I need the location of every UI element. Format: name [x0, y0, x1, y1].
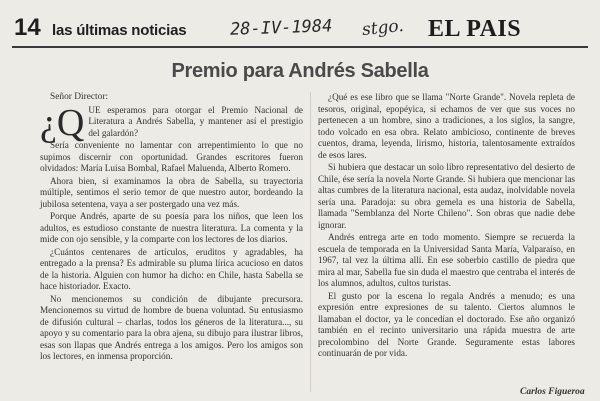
paragraph: No mencionemos su condición de dibujante precursora. Mencionemos su virtud de hombre de buena voluntad. Su entusiasmo de difusión cultural – charlas, todos los géneros de la literatura..., su apoyo y su comentario para la obra ajena, su dibujo para ilustrar libros, esas son llapas que Andrés entrega a los amigos. Pero los amigos son los lectores, en inmensa proporción. [40, 293, 303, 361]
right-column [318, 92, 575, 361]
paragraph: Porque Andrés, aparte de su poesía para los niños, que leen los adultos, es estudioso constante de nuestra literatura. La comenta y la mide con ojo sensible, y la comparte con los lectores de los diarios. [40, 211, 303, 244]
paragraph: ¿Cuántos centenares de artículos, eruditos y agradables, ha entregado a la prensa? Es admirable su pluma lírica acucioso en datos de la historia. Alguien con humor ha dicho: en Chile, hasta Sabella se hace historiador. Exacto. [40, 246, 303, 291]
author-signature: Carlos Figueroa [520, 387, 585, 397]
left-column [40, 92, 303, 364]
paragraph: Sería conveniente no lamentar con arrepentimiento lo que no supimos discernir con oportunidad. Grandes escritores fueron olvidados: María Luisa Bombal, Rafael Maluenda, Alberto Romero. [40, 140, 303, 173]
newspaper-name: EL PAIS [428, 16, 522, 42]
handwritten-date: 28-IV-1984 [229, 16, 333, 40]
page-number: 14 [14, 14, 41, 41]
paragraph-text: UE esperamos para otorgar el Premio Nacional de Literatura a Andrés Sabella, y mantener así el prestigio del galardón? [88, 104, 303, 138]
paragraph: Si hubiera que destacar un solo libro representativo del desierto de Chile, ése sería la novela Norte Grande. Si hubiera que mencionar las altas cumbres de la literatura nacional, esta audaz, inolvidable novela sería una. Paradoja: su obra gemela es una historia de Sabella, llamada "Semblanza del Norte Chileno". Son obras que nadie debe ignorar. [318, 162, 575, 230]
column-divider [310, 92, 311, 392]
drop-cap: ¿Q [40, 101, 85, 144]
page-header [12, 14, 592, 44]
header-rule [12, 46, 588, 48]
paragraph [40, 101, 303, 144]
paragraph: ¿Qué es ese libro que se llama "Norte Grande". Novela repleta de tesoros, original, epopéyica, si echamos de ver que sus voces no pertenecen a un hombre, sino a tradiciones, a los siglos, la sangre, todo volcado en esa obra. Relato ambicioso, continente de breves cuentos, drama, leyenda, lirismo, historia, talentosamente extraídos de esos lares. [318, 92, 575, 160]
section-name: las últimas noticias [52, 22, 187, 39]
salutation: Señor Director: [50, 92, 109, 102]
handwritten-note: stgo. [361, 15, 405, 41]
paragraph: Andrés entrega arte en todo momento. Siempre se recuerda la escuela de temporada en la Universidad Santa María, Valparaíso, en 1967, tal vez la última allí. En ese soberbio castillo de piedra que mira al mar, Sabella fue sin duda el maestro que centraba el interés de los alumnos, adultos, cultos turistas. [318, 232, 575, 288]
paragraph: Ahora bien, si examinamos la obra de Sabella, su trayectoria múltiple, sentimos el serio temor de que nuestro autor, bordeando la jubilosa setentena, vaya a ser postergado una vez más. [40, 175, 303, 209]
article-title: Premio para Andrés Sabella [171, 60, 429, 82]
paragraph: El gusto por la escena lo regala Andrés a menudo; es una expresión entre expresiones de su talento. Ciertos alumnos le llamaban el doctor, ya le concedían el doctorado. Ese año organizó también en el recinto universitario una rápida muestra de arte precolombino del Norte Grande. Seguramente estas labores continuarán de por vida. [318, 290, 575, 358]
